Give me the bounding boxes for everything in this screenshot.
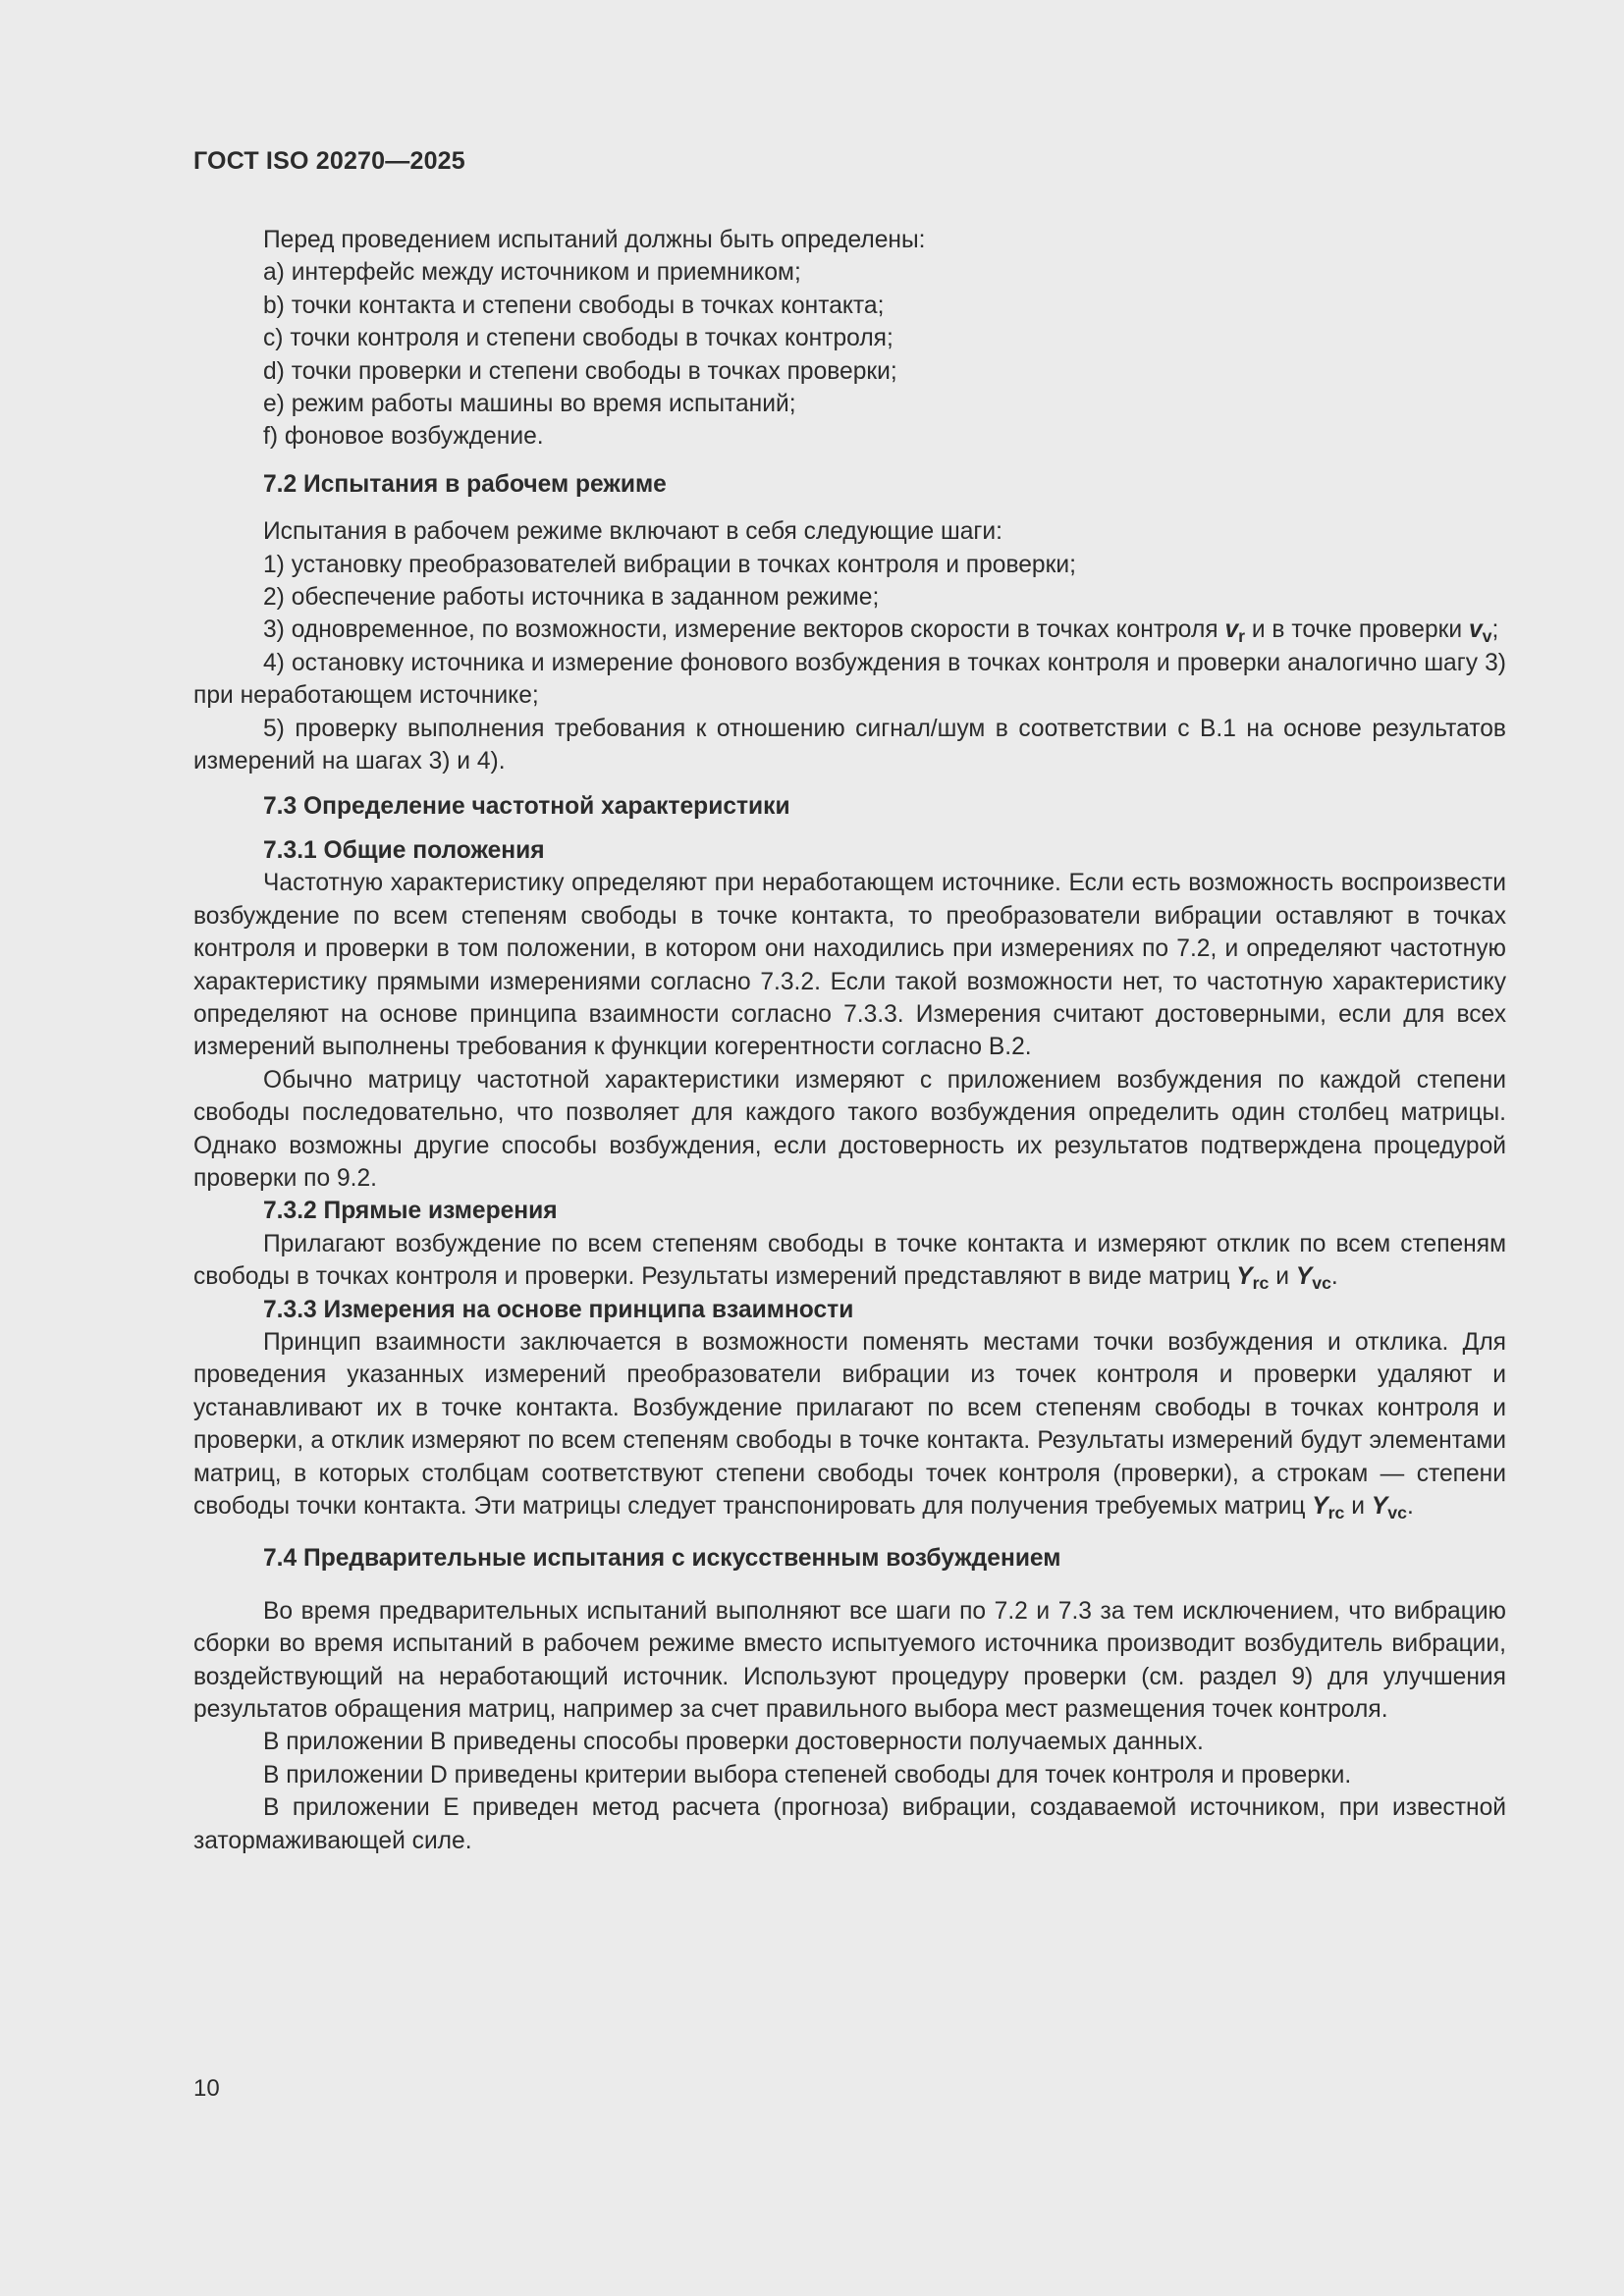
s733-end: . bbox=[1406, 1493, 1414, 1521]
section-heading-7-3-2: 7.3.2 Прямые измерения bbox=[263, 1198, 558, 1225]
intro-lead: Перед проведением испытаний должны быть определены: bbox=[263, 227, 926, 253]
s732-text: Прилагают возбуждение по всем степеням свободы в точке контакта и измеряют отклик по всем степеням свободы в точках контроля и проверки. Результаты измерений представляют в виде матриц bbox=[193, 1230, 1506, 1291]
section-heading-7-4: 7.4 Предварительные испытания с искусственным возбуждением bbox=[263, 1545, 1061, 1573]
s732-and: и bbox=[1269, 1263, 1296, 1291]
s72-step-1: 1) установку преобразователей вибрации в точках контроля и проверки; bbox=[263, 551, 1076, 578]
intro-item-a: a) интерфейс между источником и приемником; bbox=[263, 259, 801, 287]
symbol-v-v: $v_v$ bbox=[1468, 616, 1492, 647]
s731-paragraph-2: Обычно матрицу частотной характеристики измеряют с приложением возбуждения по каждой степени свободы последовательно, что позволяет для каждого такого возбуждения определить один столбец матрицы. Однако возможны другие способы возбуждения, если достоверность их результатов подтверждена процедурой проверки по 9.2. bbox=[193, 1066, 1506, 1192]
section-heading-7-3-1: 7.3.1 Общие положения bbox=[263, 836, 545, 864]
section-heading-7-3-3: 7.3.3 Измерения на основе принципа взаимности bbox=[263, 1296, 854, 1323]
page-number: 10 bbox=[193, 2075, 220, 2102]
document-header: ГОСТ ISO 20270—2025 bbox=[193, 147, 465, 175]
s732-end: . bbox=[1330, 1263, 1338, 1291]
s72-step-2: 2) обеспечение работы источника в заданном режиме; bbox=[263, 584, 880, 612]
s74-paragraph-4: В приложении E приведен метод расчета (прогноза) вибрации, создаваемой источником, при известной затормаживающей силе. bbox=[193, 1794, 1506, 1854]
symbol-y-vc-2: $Y_{vc}$ bbox=[1371, 1493, 1407, 1522]
symbol-y-rc-2: $Y_{rc}$ bbox=[1312, 1493, 1345, 1522]
s72-lead: Испытания в рабочем режиме включают в себя следующие шаги: bbox=[263, 518, 1002, 546]
s733-and: и bbox=[1344, 1493, 1372, 1521]
symbol-y-rc: $Y_{rc}$ bbox=[1236, 1263, 1270, 1294]
s72-step-3-text-c: ; bbox=[1491, 616, 1499, 644]
s74-paragraph-1: Во время предварительных испытаний выполняют все шаги по 7.2 и 7.3 за тем исключением, что вибрацию сборки во время испытаний в рабочем режиме вместо испытуемого источника производит возбудитель вибрации, воздействующий на неработающий источник. Используют процедуру проверки (см. раздел 9) для улучшения результатов обращения матриц, например за счет правильного выбора мест размещения точек контроля. bbox=[193, 1597, 1506, 1724]
s733-paragraph-1 bbox=[193, 1326, 1506, 1522]
s72-step-5: 5) проверку выполнения требования к отношению сигнал/шум в соответствии с B.1 на основе результатов измерений на шагах 3) и 4). bbox=[193, 715, 1506, 775]
s732-paragraph-1 bbox=[193, 1228, 1506, 1294]
intro-item-d: d) точки проверки и степени свободы в точках проверки; bbox=[263, 357, 897, 385]
s731-paragraph-1: Частотную характеристику определяют при неработающем источнике. Если есть возможность воспроизвести возбуждение по всем степеням свободы в точке контакта, то преобразователи вибрации оставляют в точках контроля и проверки в том положении, в котором они находились при измерениях по 7.2, и определяют частотную характеристику прямыми измерениями согласно 7.3.2. Если такой возможности нет, то частотную характеристику определяют на основе принципа взаимности согласно 7.3.3. Измерения считают достоверными, если для всех измерений выполнены требования к функции когерентности согласно B.2. bbox=[193, 870, 1506, 1061]
s72-step-3-text-a: 3) одновременное, по возможности, измерение векторов скорости в точках контроля bbox=[263, 616, 1225, 644]
symbol-y-vc: $Y_{vc}$ bbox=[1295, 1263, 1331, 1294]
section-heading-7-3: 7.3 Определение частотной характеристики bbox=[263, 792, 790, 820]
intro-item-f: f) фоновое возбуждение. bbox=[263, 423, 544, 451]
s733-text: Принцип взаимности заключается в возможности поменять местами точки возбуждения и отклика. Для проведения указанных измерений преобразователи вибрации из точек контроля и проверки удаляют и устанавливают их в точке контакта. Возбуждение прилагают по всем степеням свободы в точках контроля и проверки, а отклик измеряют по всем степеням свободы в точке контакта. Результаты измерений будут элементами матриц, в которых столбцам соответствуют степени свободы точек контроля (проверки), а строкам — степени свободы точки контакта. Эти матрицы следует транспонировать для получения требуемых матриц bbox=[193, 1329, 1506, 1521]
s74-paragraph-3: В приложении D приведены критерии выбора степеней свободы для точек контроля и проверки. bbox=[263, 1761, 1352, 1789]
s72-step-4: 4) остановку источника и измерение фонового возбуждения в точках контроля и проверки аналогично шагу 3) при неработающем источнике; bbox=[193, 649, 1506, 710]
document-body bbox=[193, 224, 1506, 1857]
s72-step-3 bbox=[193, 614, 1506, 646]
s72-step-3-text-b: и в точке проверки bbox=[1245, 616, 1469, 644]
s74-paragraph-2: В приложении B приведены способы проверки достоверности получаемых данных. bbox=[263, 1729, 1204, 1756]
section-heading-7-2: 7.2 Испытания в рабочем режиме bbox=[263, 470, 667, 498]
symbol-v-r: $v_r$ bbox=[1224, 616, 1246, 647]
intro-item-b: b) точки контакта и степени свободы в точках контакта; bbox=[263, 292, 885, 319]
intro-item-c: c) точки контроля и степени свободы в точках контроля; bbox=[263, 325, 893, 352]
intro-item-e: e) режим работы машины во время испытаний; bbox=[263, 391, 796, 418]
